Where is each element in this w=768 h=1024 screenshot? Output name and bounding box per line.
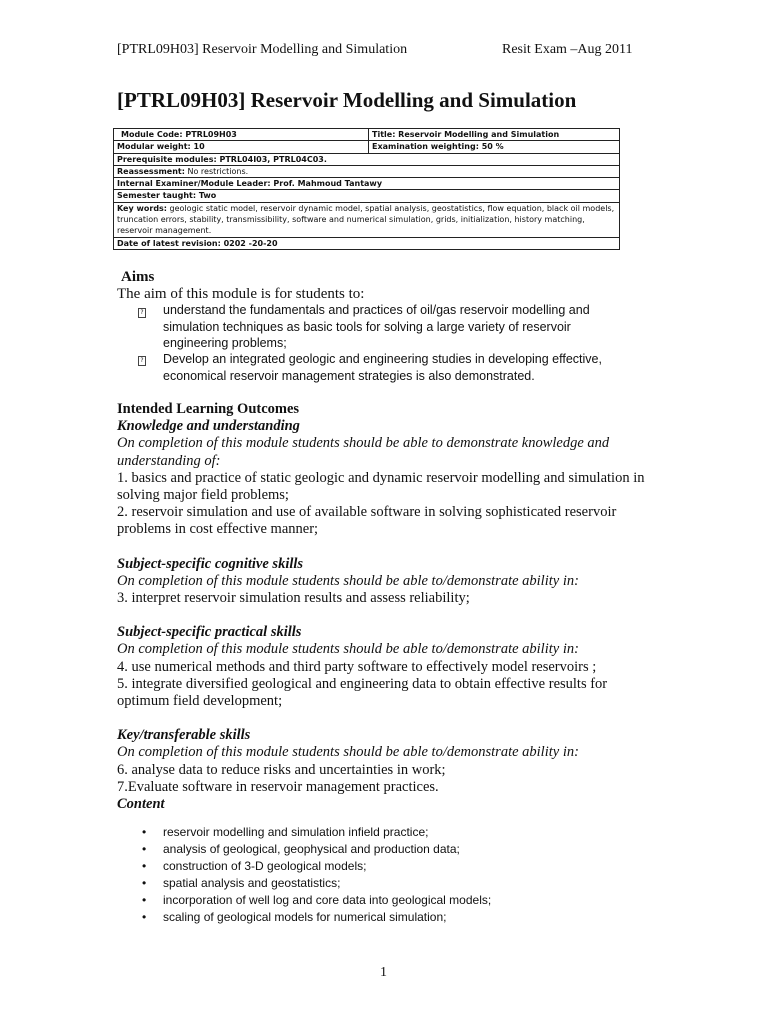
reassessment-label: Reassessment: [117, 166, 185, 176]
list-item [142, 824, 491, 841]
missing-glyph-bullet-icon: ? [138, 308, 146, 318]
modular-weight-text: Modular weight: 10 [117, 142, 205, 152]
exam-weighting-text: Examination weighting: 50 % [372, 142, 504, 152]
module-title-text: Title: Reservoir Modelling and Simulation [372, 130, 560, 139]
cognitive-heading: Subject-specific cognitive skills [117, 555, 304, 572]
knowledge-heading: Knowledge and understanding [117, 418, 300, 435]
table-row [114, 237, 620, 249]
table-row [114, 178, 620, 190]
prerequisite-cell [114, 153, 620, 165]
knowledge-intro: On completion of this module students should be able to demonstrate knowledge and understanding of: [117, 435, 610, 469]
list-item [142, 909, 491, 926]
outcome-item-1: 1. basics and practice of static geologic and dynamic reservoir modelling and simulation in solving major field problems; [117, 469, 645, 504]
bullet-dot-icon: • [142, 859, 147, 873]
module-title-cell [369, 129, 620, 141]
page-number: 1 [380, 965, 387, 980]
keywords-cell [114, 202, 620, 237]
reassessment-value: No restrictions. [184, 166, 249, 176]
list-item [142, 875, 491, 892]
semester-text: Semester taught: Two [117, 191, 217, 201]
bullet-dot-icon: • [142, 893, 147, 907]
module-info-table [113, 128, 620, 250]
content-list [142, 824, 491, 926]
modular-weight-cell [114, 141, 369, 153]
keywords-value: geologic static model, reservoir dynamic model, spatial analysis, geostatistics, flow equation, black oil models, truncation errors, stability, transmissibility, software and numerical simulation, grids, initialization, history matching, reservoir management. [117, 203, 615, 236]
missing-glyph-bullet-icon: ? [138, 356, 146, 366]
practical-heading: Subject-specific practical skills [117, 624, 302, 641]
revision-cell [114, 237, 620, 249]
list-item-text: reservoir modelling and simulation infield practice; [163, 825, 429, 839]
list-item-text: incorporation of well log and core data into geological models; [163, 893, 492, 907]
content-heading: Content [117, 796, 165, 813]
bullet-dot-icon: • [142, 910, 147, 924]
outcome-item-2: 2. reservoir simulation and use of available software in solving sophisticated reservoir problems in cost effective manner; [117, 504, 617, 538]
module-code-cell [114, 129, 369, 141]
learning-outcomes-section [117, 401, 657, 813]
aims-heading: Aims [121, 269, 155, 285]
outcome-item-3: 3. interpret reservoir simulation results and assess reliability; [117, 590, 470, 607]
list-item-text: spatial analysis and geostatistics; [163, 876, 341, 890]
running-header-right: Resit Exam –Aug 2011 [502, 42, 633, 57]
cognitive-intro: On completion of this module students should be able to/demonstrate ability in: [117, 572, 579, 589]
table-row [114, 190, 620, 202]
outcome-item-6: 6. analyse data to reduce risks and uncertainties in work; [117, 761, 446, 778]
table-row [114, 202, 620, 237]
revision-text: Date of latest revision: 0202 -20-20 [117, 238, 278, 248]
bullet-dot-icon: • [142, 876, 147, 890]
running-header-left: [PTRL09H03] Reservoir Modelling and Simulation [117, 42, 408, 57]
transferable-intro: On completion of this module students should be able to/demonstrate ability in: [117, 744, 579, 761]
list-item [142, 892, 491, 909]
outcome-item-7: 7.Evaluate software in reservoir management practices. [117, 778, 439, 795]
list-item-text: construction of 3-D geological models; [163, 859, 367, 873]
list-item [142, 841, 491, 858]
page-title: [PTRL09H03] Reservoir Modelling and Simulation [117, 88, 577, 112]
transferable-heading: Key/transferable skills [117, 727, 251, 744]
bullet-dot-icon: • [142, 842, 147, 856]
list-item-text: analysis of geological, geophysical and production data; [163, 842, 460, 856]
table-row [114, 141, 620, 153]
outcome-item-4: 4. use numerical methods and third party software to effectively model reservoirs ; [117, 658, 597, 675]
aim-item-2: Develop an integrated geologic and engineering studies in developing effective, economical reservoir management strategies is also demonstrated. [163, 352, 602, 383]
table-row [114, 165, 620, 177]
outcome-item-5: 5. integrate diversified geological and engineering data to obtain effective results for optimum field development; [117, 675, 608, 710]
aims-intro: The aim of this module is for students to: [117, 286, 365, 302]
module-code-text: Module Code: PTRL09H03 [121, 130, 237, 139]
list-item-text: scaling of geological models for numerical simulation; [163, 910, 447, 924]
table-row [114, 153, 620, 165]
ilo-heading: Intended Learning Outcomes [117, 401, 300, 417]
prerequisite-text: Prerequisite modules: PTRL04I03, PTRL04C03. [117, 154, 327, 164]
examiner-cell [114, 178, 620, 190]
practical-intro: On completion of this module students should be able to/demonstrate ability in: [117, 641, 579, 658]
exam-weighting-cell [369, 141, 620, 153]
list-item [142, 858, 491, 875]
semester-cell [114, 190, 620, 202]
bullet-dot-icon: • [142, 825, 147, 839]
aim-item-1: understand the fundamentals and practices of oil/gas reservoir modelling and simulation techniques as basic tools for solving a large variety of reservoir engineering problems; [163, 303, 590, 350]
keywords-label: Key words: [117, 203, 168, 213]
table-row [114, 129, 620, 141]
reassessment-cell [114, 165, 620, 177]
examiner-text: Internal Examiner/Module Leader: Prof. Mahmoud Tantawy [117, 179, 383, 189]
